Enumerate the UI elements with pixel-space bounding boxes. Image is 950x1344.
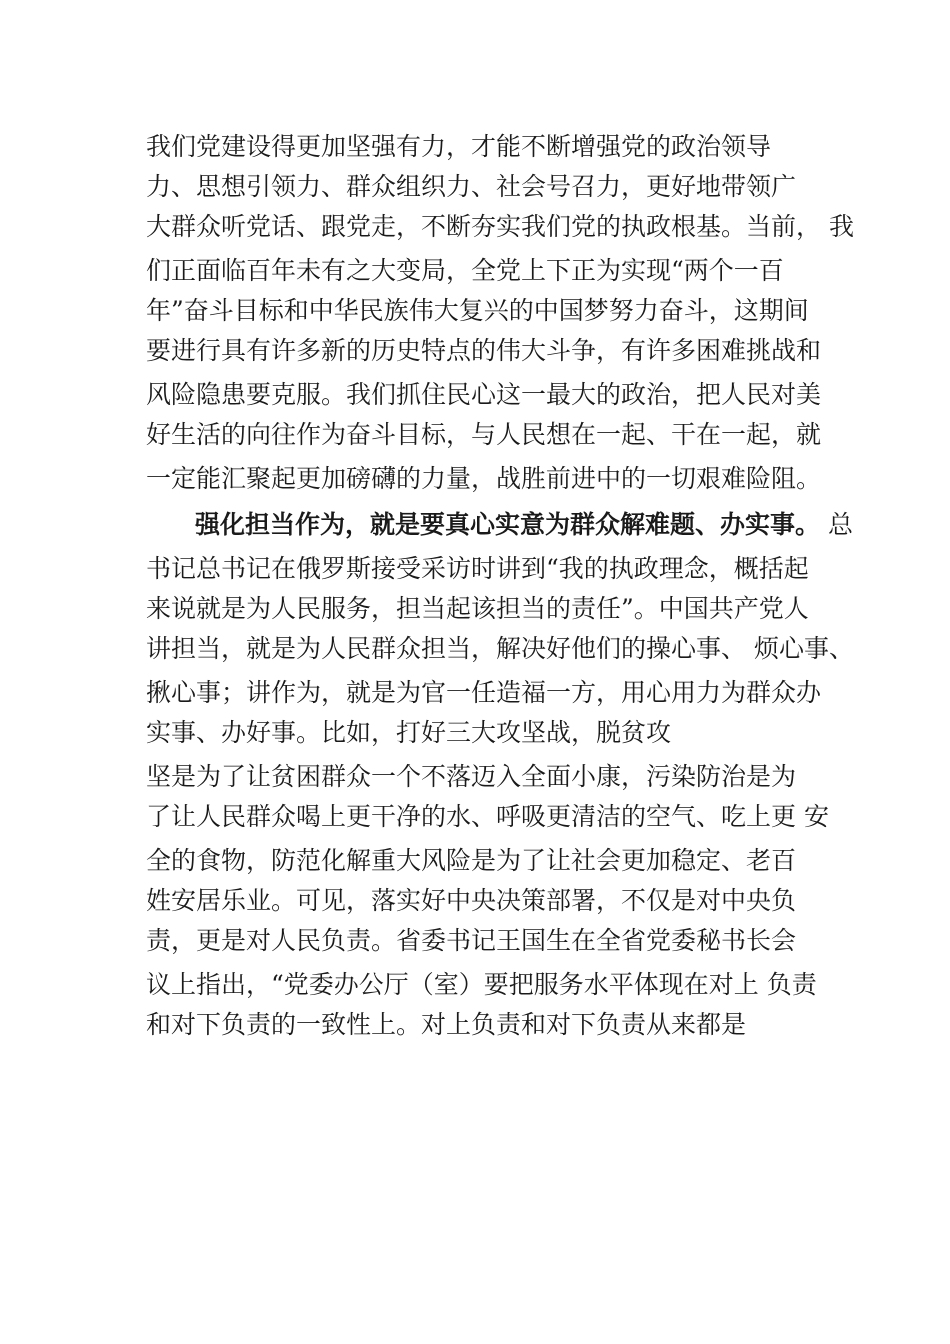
paragraph-line: 姓安居乐业。可见，落实好中央决策部署，不仅是对中央负 (146, 886, 797, 915)
paragraph-line: 来说就是为人民服务，担当起该担当的责任”。中国共产党人 (146, 594, 809, 623)
paragraph-line: 责，更是对人民负责。省委书记王国生在全省党委秘书长会 (146, 926, 797, 955)
paragraph-line: 一定能汇聚起更加磅礴的力量，战胜前进中的一切艰难险阻。 (146, 464, 822, 493)
paragraph-line: 大群众听党话、跟党走，不断夯实我们党的执政根基。当前， 我 (146, 212, 854, 241)
paragraph-line: 坚是为了让贫困群众一个不落迈入全面小康，污染防治是为 (146, 762, 797, 791)
paragraph-line: 书记总书记在俄罗斯接受采访时讲到“我的执政理念，概括起 (146, 554, 809, 583)
section-heading: 强化担当作为，就是要真心实意为群众解难题、办实事。 (195, 510, 821, 539)
paragraph-line: 议上指出，“党委办公厅（室）要把服务水平体现在对上 负责 (146, 970, 817, 999)
paragraph-line: 揪心事；讲作为，就是为官一任造福一方，用心用力为群众办 (146, 678, 822, 707)
paragraph-line: 要进行具有许多新的历史特点的伟大斗争，有许多困难挑战和 (146, 336, 822, 365)
section-heading-line (146, 505, 853, 545)
paragraph-line: 们正面临百年未有之大变局，全党上下正为实现“两个一百 (146, 256, 784, 285)
paragraph-line: 和对下负责的一致性上。对上负责和对下负责从来都是 (146, 1010, 747, 1039)
paragraph-line: 力、思想引领力、群众组织力、社会号召力，更好地带领广 (146, 172, 797, 201)
paragraph-line: 年”奋斗目标和中华民族伟大复兴的中国梦努力奋斗，这期间 (146, 296, 809, 325)
paragraph-line: 风险隐患要克服。我们抓住民心这一最大的政治，把人民对美 (146, 380, 822, 409)
paragraph-line: 讲担当，就是为人民群众担当，解决好他们的操心事、 烦心事、 (146, 634, 854, 663)
paragraph-line: 全的食物，防范化解重大风险是为了让社会更加稳定、老百 (146, 846, 797, 875)
paragraph-line: 我们党建设得更加坚强有力，才能不断增强党的政治领导 (146, 132, 772, 161)
heading-continuation: 总 (820, 510, 853, 539)
paragraph-line: 实事、办好事。比如，打好三大攻坚战，脱贫攻 (146, 718, 672, 747)
paragraph-line: 了让人民群众喝上更干净的水、呼吸更清洁的空气、吃上更 安 (146, 802, 829, 831)
paragraph-line: 好生活的向往作为奋斗目标，与人民想在一起、干在一起，就 (146, 420, 822, 449)
